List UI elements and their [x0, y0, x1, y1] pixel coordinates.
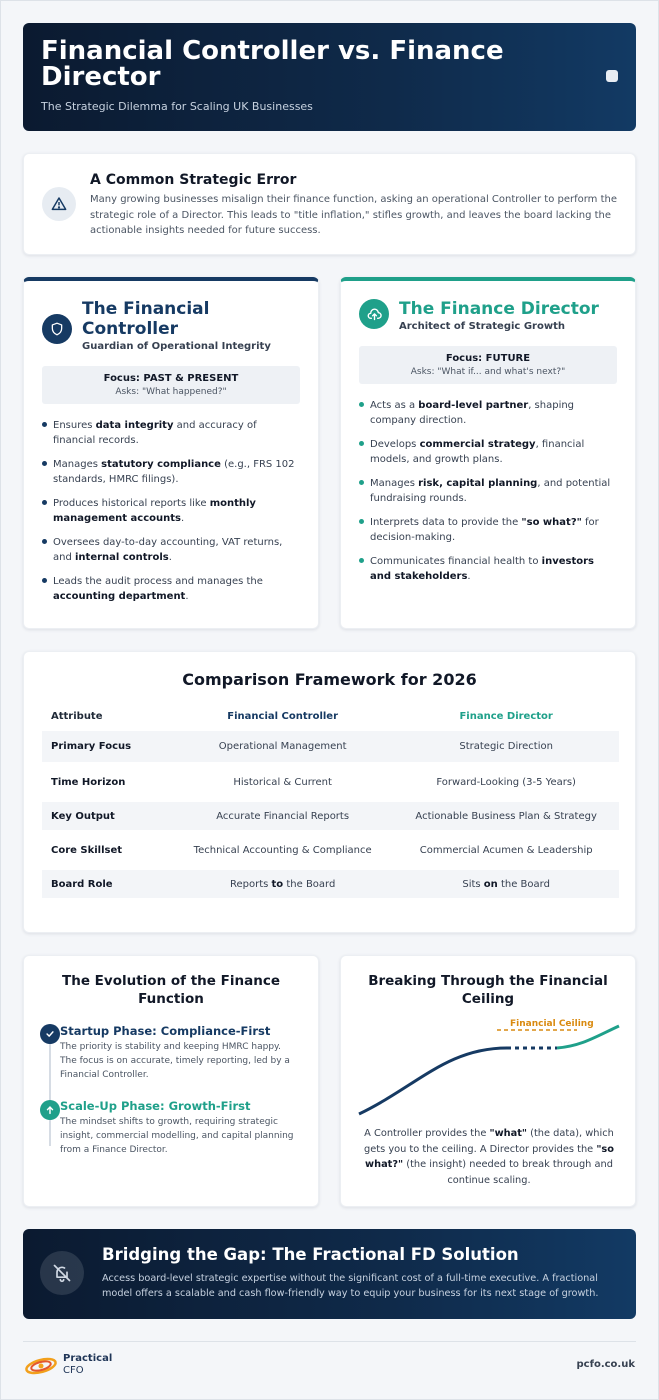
list-item: Acts as a board-level partner, shaping company direction. [359, 398, 617, 428]
bell-off-icon [40, 1251, 84, 1295]
comparison-framework-card [23, 651, 636, 933]
ceiling-title: Breaking Through the Financial Ceiling [368, 973, 608, 1007]
controller-subtitle: Guardian of Operational Integrity [82, 341, 271, 352]
phase-title: Startup Phase: Compliance-First [60, 1024, 271, 1038]
director-title: The Finance Director [399, 299, 599, 319]
list-item: Manages statutory compliance (e.g., FRS 102 standards, HMRC filings). [42, 457, 300, 487]
growth-curve-graphic [357, 1016, 623, 1116]
row-controller-value: Reports to the Board [172, 867, 393, 901]
row-director-value: Actionable Business Plan & Strategy [393, 799, 619, 833]
logo-mark-icon [23, 1353, 59, 1377]
fractional-fd-banner [23, 1229, 636, 1319]
row-director-value: Sits on the Board [393, 867, 619, 901]
page-title: Financial Controller vs. Finance Director [41, 36, 504, 92]
practical-cfo-logo[interactable] [23, 1353, 112, 1377]
website-link[interactable]: pcfo.co.uk [576, 1359, 635, 1370]
director-duties-list [359, 398, 617, 584]
row-director-value: Commercial Acumen & Leadership [393, 833, 619, 867]
ceiling-text: A Controller provides the "what" (the data), which gets you to the ceiling. A Director provides the "so what?" (the insight) needed to break through and continue scaling. [364, 1128, 614, 1186]
list-item: Develops commercial strategy, financial models, and growth plans. [359, 437, 617, 467]
timeline-line [49, 1036, 51, 1146]
table-row [42, 833, 619, 867]
table-header-row [42, 701, 619, 731]
warning-icon [42, 187, 76, 221]
list-item: Oversees day-to-day accounting, VAT returns, and internal controls. [42, 535, 300, 565]
startup-phase [60, 1024, 300, 1082]
row-controller-value: Accurate Financial Reports [172, 799, 393, 833]
column-header-attribute: Attribute [51, 710, 103, 722]
list-item: Leads the audit process and manages the accounting department. [42, 574, 300, 604]
controller-duties-list [42, 418, 300, 604]
hero-banner [23, 23, 636, 131]
list-item: Manages risk, capital planning, and potential fundraising rounds. [359, 476, 617, 506]
page-subtitle: The Strategic Dilemma for Scaling UK Businesses [41, 100, 313, 113]
ceiling-label: Financial Ceiling [510, 1019, 594, 1029]
list-item: Communicates financial health to investors and stakeholders. [359, 554, 617, 584]
bridge-title: Bridging the Gap: The Fractional FD Solution [102, 1245, 519, 1264]
comparison-title: Comparison Framework for 2026 [182, 670, 477, 689]
director-curve [557, 1026, 619, 1048]
row-attribute: Primary Focus [42, 731, 172, 765]
director-focus: Focus: FUTURE [445, 353, 531, 364]
row-director-value: Forward-Looking (3-5 Years) [393, 765, 619, 799]
table-row [42, 765, 619, 799]
controller-title: The Financial Controller [82, 299, 210, 339]
bridge-text: Access board-level strategic expertise without the significant cost of a full-time executive. A fractional model offers a scalable and cash flow-friendly way to equip your business for its next stage of growth. [102, 1273, 599, 1299]
alert-text: Many growing businesses misalign their finance function, asking an operational Controller to perform the strategic role of a Director. This leads to "title inflation," stifles growth, and leaves the board lacking the actionable insights needed for future success. [90, 194, 618, 236]
column-header-controller: Financial Controller [227, 710, 339, 722]
evolution-card [23, 955, 319, 1207]
comparison-table [42, 701, 619, 904]
financial-ceiling-card [340, 955, 636, 1207]
row-controller-value: Technical Accounting & Compliance [172, 833, 393, 867]
evolution-title: The Evolution of the Finance Function [62, 973, 280, 1007]
scaleup-phase [60, 1099, 300, 1157]
controller-focus-box [42, 366, 300, 404]
table-row [42, 867, 619, 901]
strategic-error-card [23, 153, 636, 255]
list-item: Interprets data to provide the "so what?" for decision-making. [359, 515, 617, 545]
director-focus-box [359, 346, 617, 384]
finance-director-card [340, 277, 636, 629]
phase-text: The priority is stability and keeping HMRC happy. The focus is on accurate, timely reporting, led by a Financial Controller. [60, 1042, 290, 1080]
check-icon [40, 1024, 60, 1044]
arrow-up-icon [40, 1100, 60, 1120]
phase-text: The mindset shifts to growth, requiring strategic insight, commercial modelling, and capital planning from a Finance Director. [60, 1117, 294, 1155]
controller-focus: Focus: PAST & PRESENT [103, 373, 239, 384]
list-item: Ensures data integrity and accuracy of financial records. [42, 418, 300, 448]
row-attribute: Time Horizon [42, 765, 172, 799]
director-asks: Asks: "What if... and what's next?" [410, 367, 566, 377]
director-subtitle: Architect of Strategic Growth [399, 321, 565, 332]
shield-icon [42, 314, 72, 344]
row-controller-value: Historical & Current [172, 765, 393, 799]
column-header-director: Finance Director [459, 710, 553, 722]
row-attribute: Core Skillset [42, 833, 172, 867]
financial-controller-card [23, 277, 319, 629]
logo-text: Practical CFO [63, 1353, 113, 1376]
controller-curve [359, 1048, 507, 1114]
alert-title: A Common Strategic Error [90, 172, 297, 188]
phase-title: Scale-Up Phase: Growth-First [60, 1099, 251, 1113]
row-director-value: Strategic Direction [393, 731, 619, 765]
row-attribute: Board Role [42, 867, 172, 901]
table-row [42, 731, 619, 765]
list-item: Produces historical reports like monthly management accounts. [42, 496, 300, 526]
controller-asks: Asks: "What happened?" [115, 387, 227, 397]
row-attribute: Key Output [42, 799, 172, 833]
table-row [42, 799, 619, 833]
cloud-upload-icon [359, 299, 389, 329]
square-icon [606, 70, 618, 82]
footer-divider [23, 1341, 636, 1342]
row-controller-value: Operational Management [172, 731, 393, 765]
